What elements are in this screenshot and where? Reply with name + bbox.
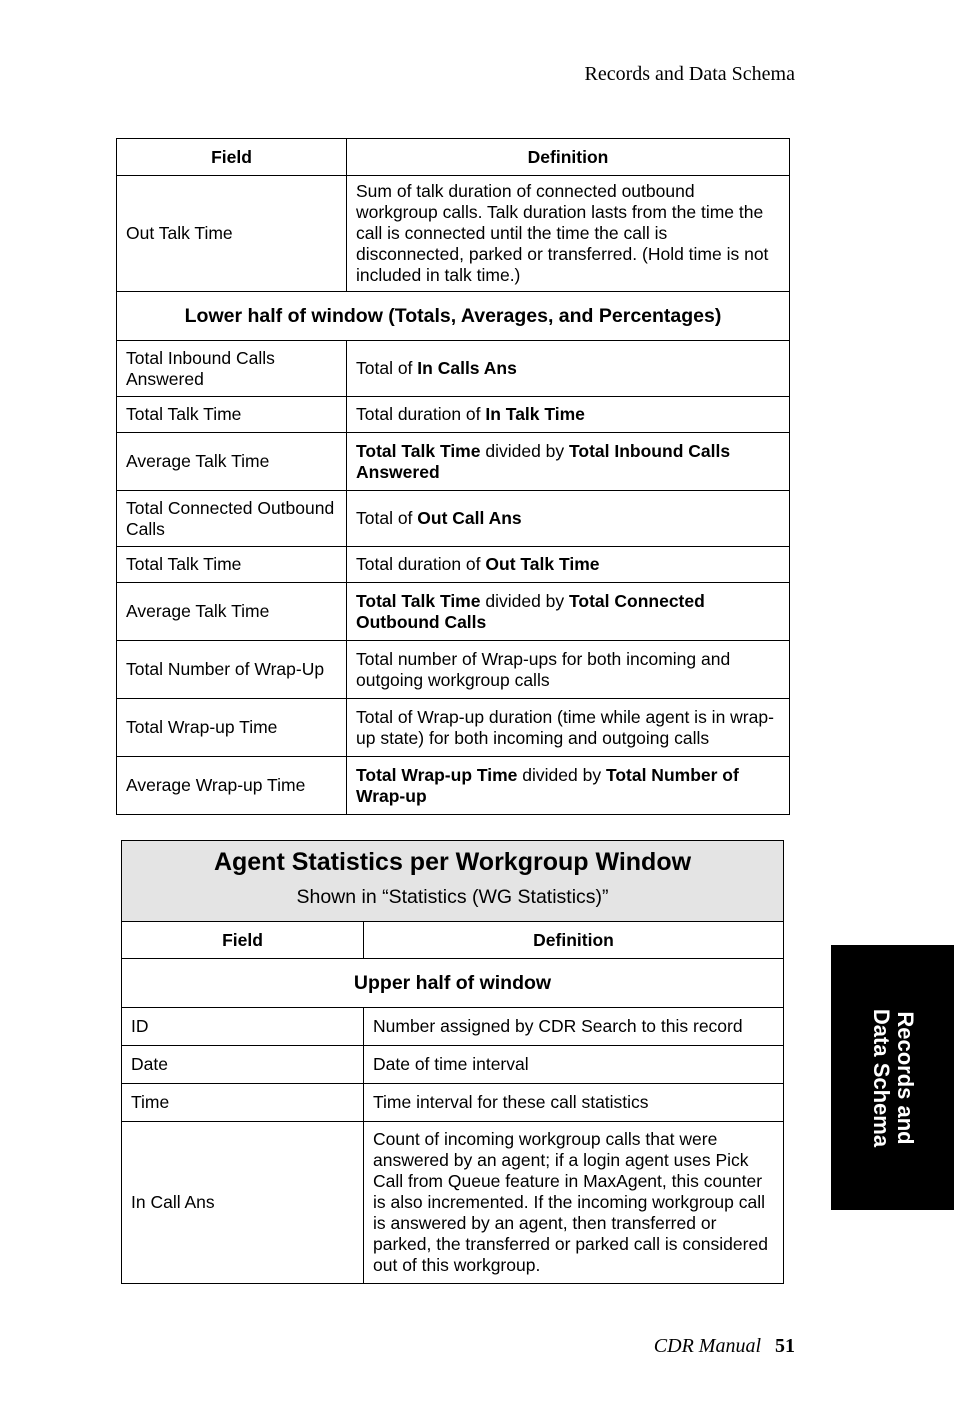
definition-text: Total number of Wrap-ups for both incoming and outgoing workgroup calls <box>356 648 731 690</box>
field-cell: In Call Ans <box>122 1122 364 1284</box>
field-cell: Total Number of Wrap-Up <box>117 641 347 699</box>
field-column-header: Field <box>122 922 364 959</box>
definition-cell <box>347 491 790 547</box>
bold-term: Total Talk Time <box>356 590 481 611</box>
field-cell: Average Talk Time <box>117 433 347 491</box>
bold-term: Total Number of Wrap-up <box>356 764 739 806</box>
table-row <box>117 341 790 397</box>
section-title: Upper half of window <box>122 959 784 1008</box>
field-cell: Total Connected Outbound Calls <box>117 491 347 547</box>
bold-term: Total Talk Time <box>356 440 481 461</box>
chapter-tab-line: Data Schema <box>868 1008 894 1147</box>
definition-cell <box>347 757 790 815</box>
bold-term: Out Talk Time <box>485 554 600 574</box>
definition-text: divided by <box>480 590 570 611</box>
bold-term: Out Call Ans <box>417 508 522 528</box>
definition-text: Total of Wrap-up duration (time while agent is in wrap-up state) for both incoming and outgoing calls <box>356 706 774 748</box>
field-cell: Average Talk Time <box>117 583 347 641</box>
definition-cell <box>347 547 790 583</box>
table-row <box>117 433 790 491</box>
definition-text: divided by <box>517 764 606 785</box>
field-cell: Date <box>122 1046 364 1084</box>
definition-cell <box>347 641 790 699</box>
table-row <box>117 547 790 583</box>
table-row <box>117 491 790 547</box>
definition-cell <box>347 341 790 397</box>
field-cell: Time <box>122 1084 364 1122</box>
manual-title: CDR Manual <box>653 1335 761 1357</box>
table-row <box>117 641 790 699</box>
table-body <box>117 341 790 815</box>
definition-cell: Sum of talk duration of connected outbound workgroup calls. Talk duration lasts from the time the call is connected until the time the call is disconnected, parked or transferred. (Hold time is not included in talk time.) <box>347 176 790 292</box>
table-row <box>117 699 790 757</box>
definition-text: Total of <box>356 508 418 528</box>
bold-term: Total Inbound Calls Answered <box>356 440 731 482</box>
page-number: 51 <box>775 1335 795 1357</box>
definition-column-header: Definition <box>364 922 784 959</box>
field-cell: Average Wrap-up Time <box>117 757 347 815</box>
definitions-table-continued <box>116 138 790 815</box>
page-footer <box>654 1335 795 1358</box>
chapter-side-tab <box>831 945 954 1210</box>
field-column-header: Field <box>117 139 347 176</box>
field-cell: Total Inbound Calls Answered <box>117 341 347 397</box>
definition-text: divided by <box>480 440 570 461</box>
table-row <box>122 1084 784 1122</box>
table-body <box>122 1008 784 1284</box>
table-row <box>117 757 790 815</box>
definition-column-header: Definition <box>347 139 790 176</box>
definition-text: Total of <box>356 358 418 378</box>
field-cell: Total Wrap-up Time <box>117 699 347 757</box>
chapter-tab-label <box>869 1008 917 1146</box>
definition-text: Total duration of <box>356 554 486 574</box>
table-header-row <box>122 922 784 959</box>
definition-cell <box>347 433 790 491</box>
bold-term: Total Wrap-up Time <box>356 764 518 785</box>
window-header-row <box>122 841 784 922</box>
table-row <box>122 1122 784 1284</box>
table-row <box>122 1046 784 1084</box>
window-subtitle: Shown in “Statistics (WG Statistics)” <box>296 886 609 908</box>
table-header-row <box>117 139 790 176</box>
definition-cell: Date of time interval <box>364 1046 784 1084</box>
field-cell: Total Talk Time <box>117 547 347 583</box>
definition-cell <box>347 583 790 641</box>
table-row <box>122 1008 784 1046</box>
definition-cell <box>347 397 790 433</box>
chapter-tab-line: Records and <box>892 1010 918 1145</box>
section-row <box>122 959 784 1008</box>
running-head: Records and Data Schema <box>584 63 795 85</box>
definition-cell: Number assigned by CDR Search to this record <box>364 1008 784 1046</box>
window-title: Agent Statistics per Workgroup Window <box>213 848 692 876</box>
window-header <box>122 841 784 922</box>
field-cell: Out Talk Time <box>117 176 347 292</box>
table-row <box>117 397 790 433</box>
bold-term: In Calls Ans <box>417 358 517 378</box>
section-title: Lower half of window (Totals, Averages, and Percentages) <box>117 292 790 341</box>
bold-term: In Talk Time <box>485 404 585 424</box>
definition-cell: Count of incoming workgroup calls that were answered by an agent; if a login agent uses Pick Call from Queue feature in MaxAgent, this counter is also incremented. If the incoming workgroup call is answered by an agent, then transferred or parked, the transferred or parked call is considered out of this workgroup. <box>364 1122 784 1284</box>
definition-cell: Time interval for these call statistics <box>364 1084 784 1122</box>
table-row <box>117 176 790 292</box>
section-row <box>117 292 790 341</box>
definition-text: Total duration of <box>356 404 486 424</box>
field-cell: Total Talk Time <box>117 397 347 433</box>
table-row <box>117 583 790 641</box>
bold-term: Total Connected Outbound Calls <box>356 590 705 632</box>
field-cell: ID <box>122 1008 364 1046</box>
agent-statistics-table <box>121 840 784 1284</box>
definition-cell <box>347 699 790 757</box>
